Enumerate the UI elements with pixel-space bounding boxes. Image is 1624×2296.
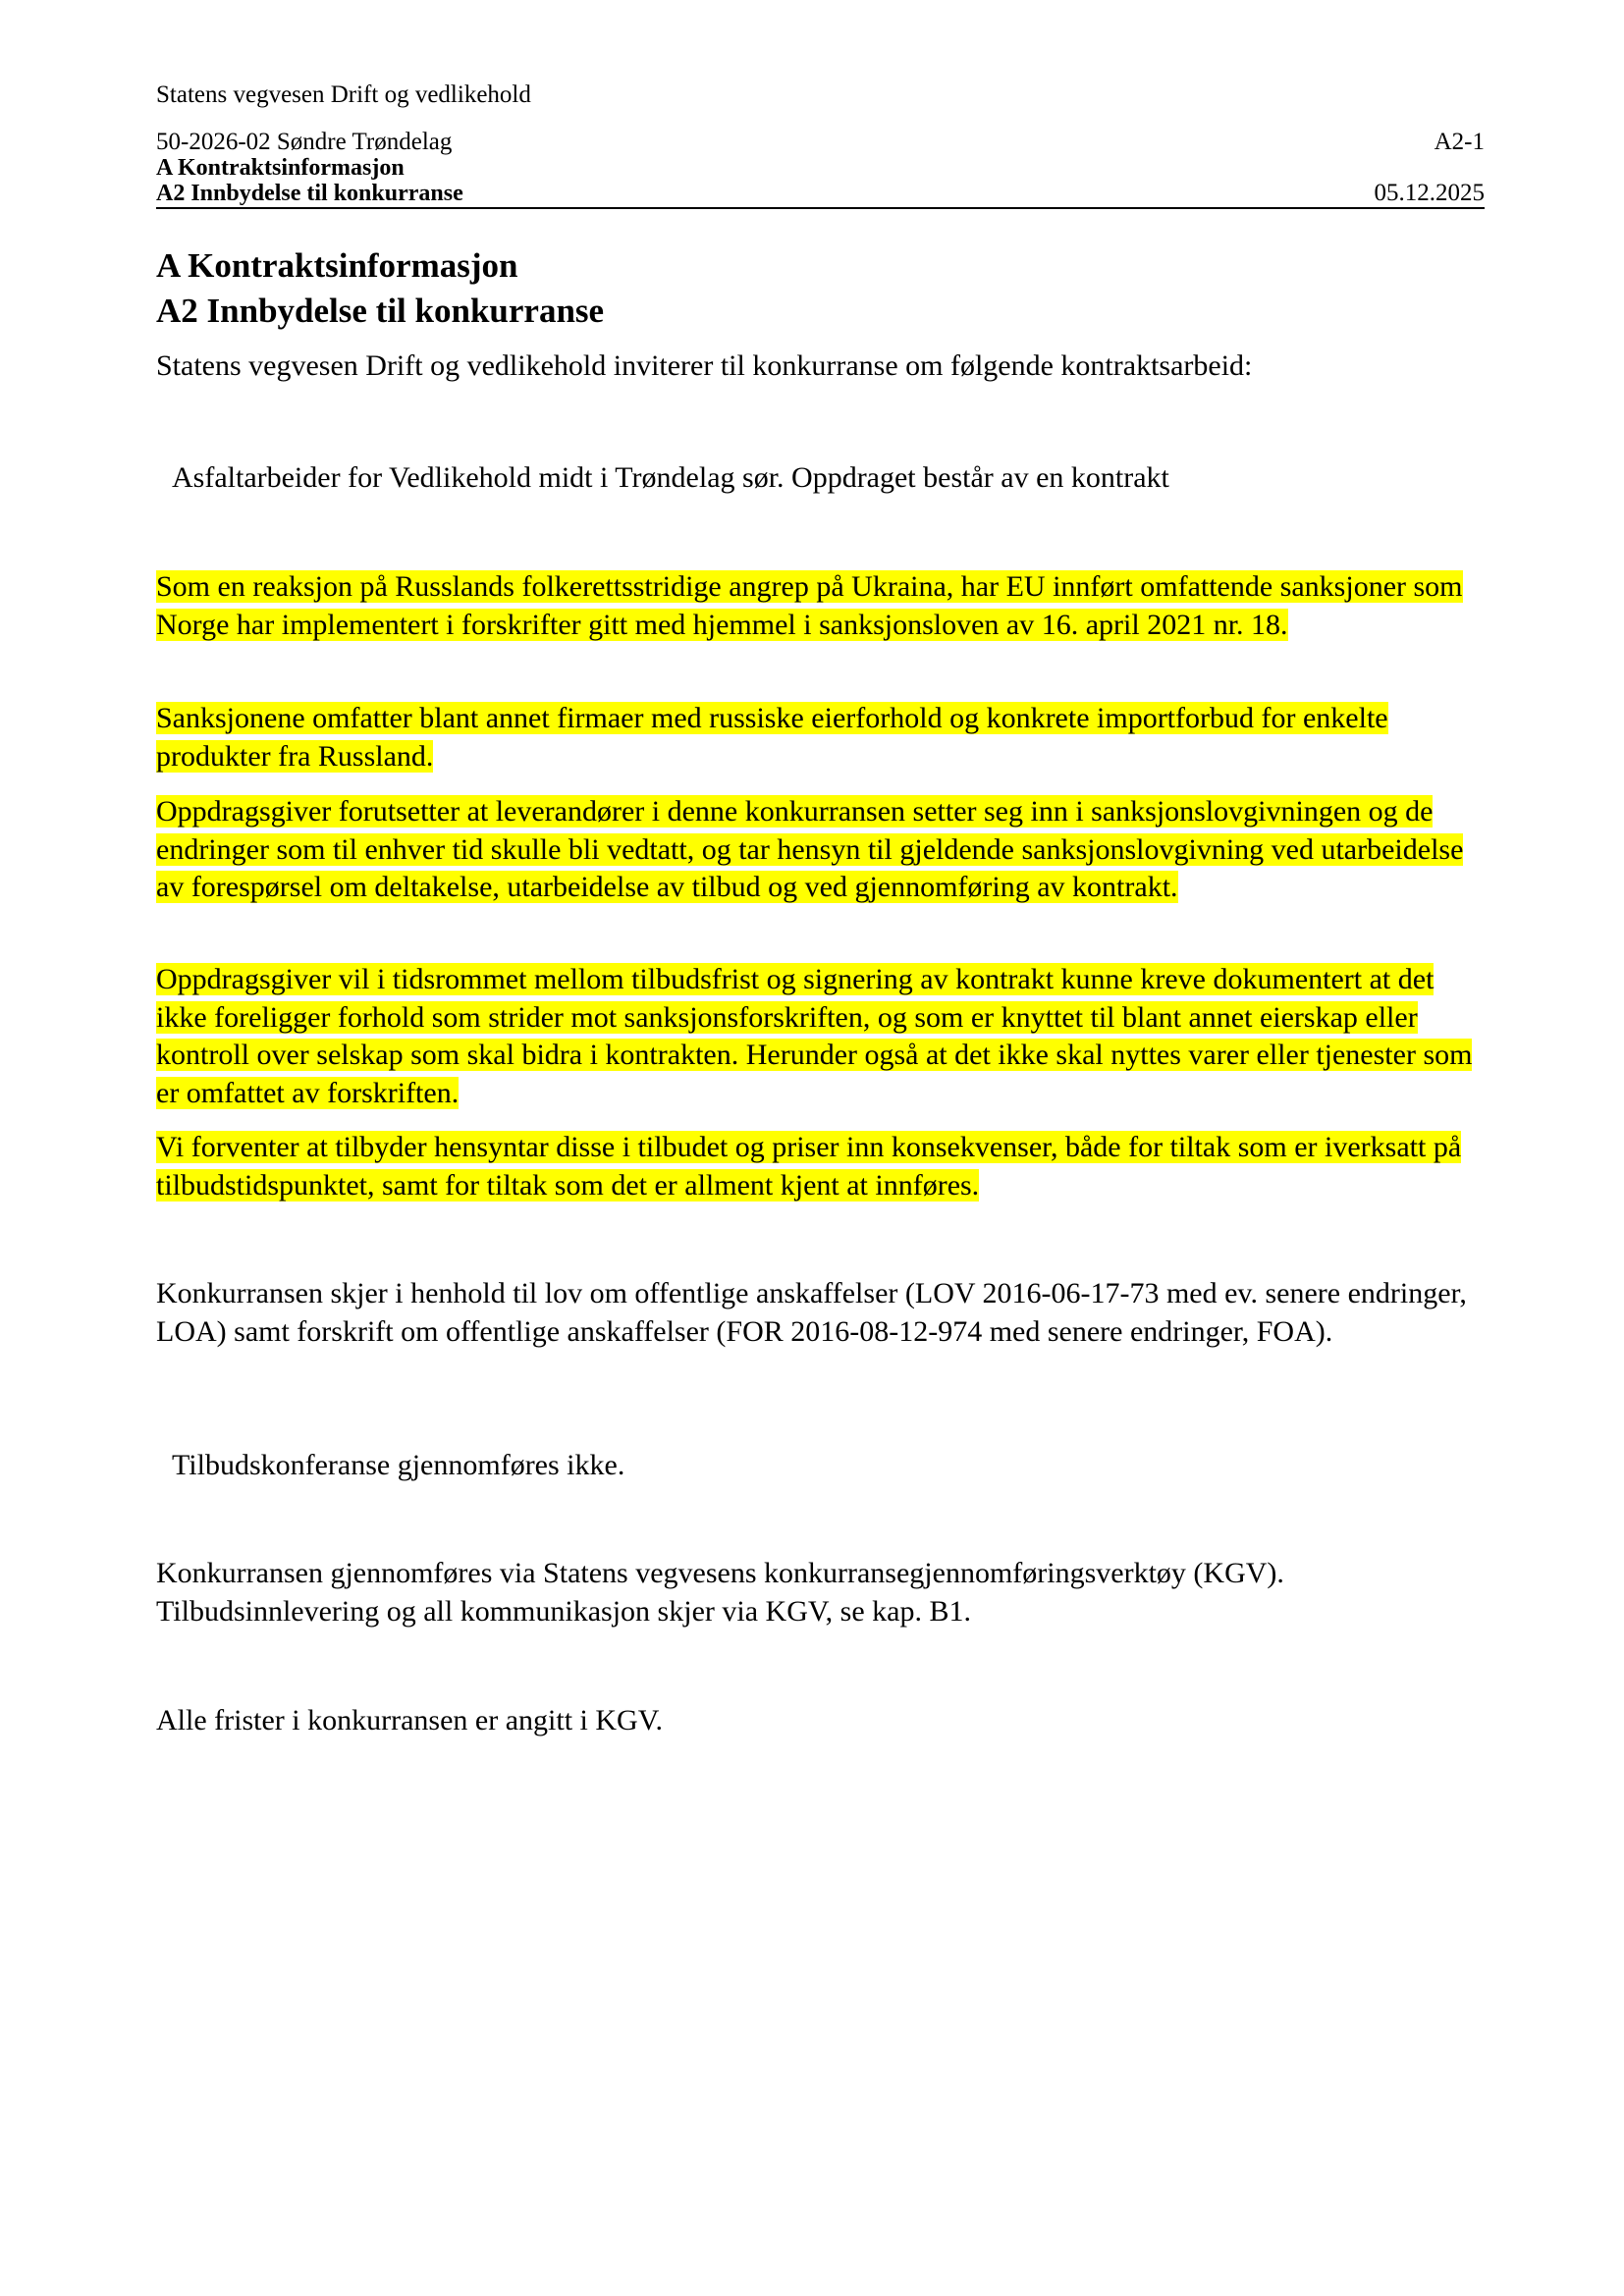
sanctions-paragraph-3	[156, 793, 1485, 907]
highlighted-text: Som en reaksjon på Russlands folkerettsstridige angrep på Ukraina, har EU innført omfattende sanksjoner som Norge har implementert i forskrifter gitt med hjemmel i sanksjonsloven av 16. april 2021 nr. 18.	[156, 570, 1463, 641]
header-section: A Kontraktsinformasjon	[156, 155, 405, 181]
highlighted-text: Sanksjonene omfatter blant annet firmaer med russiske eierforhold og konkrete importforbud for enkelte produkter fra Russland.	[156, 702, 1388, 773]
header-row-subsection	[156, 181, 1485, 206]
page-subtitle: A2 Innbydelse til konkurranse	[156, 292, 605, 330]
sanctions-paragraph-1	[156, 568, 1485, 644]
conference-paragraph: Tilbudskonferanse gjennomføres ikke.	[172, 1449, 625, 1481]
header-subsection: A2 Innbydelse til konkurranse	[156, 181, 463, 206]
deadlines-paragraph: Alle frister i konkurransen er angitt i KGV.	[156, 1704, 663, 1736]
sanctions-paragraph-4	[156, 961, 1485, 1112]
sanctions-paragraph-2	[156, 700, 1485, 775]
kgv-paragraph: Konkurransen gjennomføres via Statens vegvesens konkurransegjennomføringsverktøy (KGV). Tilbudsinnlevering og all kommunikasjon skjer via KGV, se kap. B1.	[156, 1557, 1284, 1628]
intro-paragraph: Statens vegvesen Drift og vedlikehold inviterer til konkurranse om følgende kontraktsarbeid:	[156, 349, 1253, 382]
legal-basis-paragraph: Konkurransen skjer i henhold til lov om offentlige anskaffelser (LOV 2016-06-17-73 med ev. senere endringer, LOA) samt forskrift om offentlige anskaffelser (FOR 2016-08-12-974 med senere endringer, FOA).	[156, 1277, 1467, 1348]
assignment-paragraph: Asfaltarbeider for Vedlikehold midt i Trøndelag sør. Oppdraget består av en kontrakt	[172, 461, 1169, 494]
header-date: 05.12.2025	[1374, 180, 1485, 206]
header-row-contract	[156, 130, 1485, 155]
header-organization: Statens vegvesen Drift og vedlikehold	[156, 81, 531, 108]
header-contract-id: 50-2026-02 Søndre Trøndelag	[156, 129, 453, 155]
sanctions-paragraph-5	[156, 1129, 1485, 1204]
page-title: A Kontraktsinformasjon	[156, 246, 518, 285]
highlighted-text: Oppdragsgiver vil i tidsrommet mellom tilbudsfrist og signering av kontrakt kunne kreve dokumentert at det ikke foreligger forhold som strider mot sanksjonsforskriften, og som er knyttet til blant annet eierskap eller kontroll over selskap som skal bidra i kontrakten. Herunder også at det ikke skal nyttes varer eller tjenester som er omfattet av forskriften.	[156, 963, 1473, 1109]
highlighted-text: Vi forventer at tilbyder hensyntar disse i tilbudet og priser inn konsekvenser, både for tiltak som er iverksatt på tilbudstidspunktet, samt for tiltak som det er allment kjent at innføres.	[156, 1131, 1462, 1201]
header-page-number: A2-1	[1434, 129, 1485, 155]
header-row-section	[156, 155, 1485, 181]
running-header	[156, 130, 1485, 209]
highlighted-text: Oppdragsgiver forutsetter at leverandører i denne konkurransen setter seg inn i sanksjonslovgivningen og de endringer som til enhver tid skulle bli vedtatt, og tar hensyn til gjeldende sanksjonslovgivning ved utarbeidelse av forespørsel om deltakelse, utarbeidelse av tilbud og ved gjennomføring av kontrakt.	[156, 795, 1464, 903]
